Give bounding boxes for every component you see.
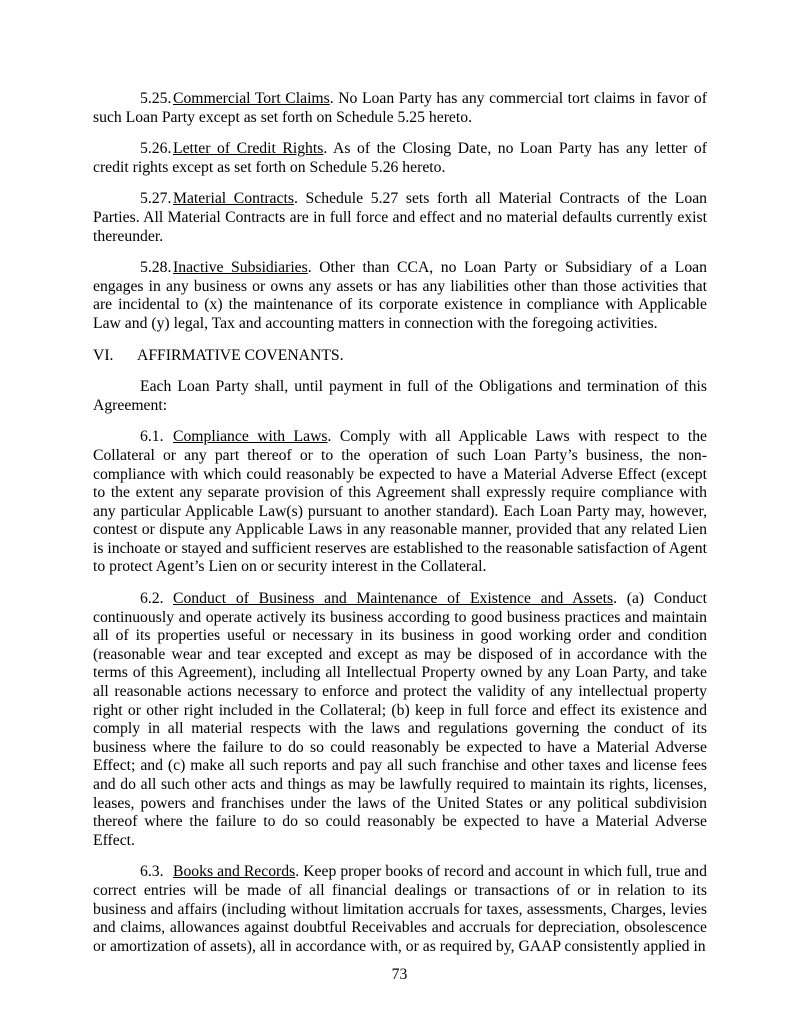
title-period: .	[295, 863, 300, 881]
section-body: As of the Closing Date, no Loan Party has any letter of credit rights except as set forth on Schedule 5.26 hereto.	[93, 140, 708, 176]
intro-paragraph: Each Loan Party shall, until payment in full of the Obligations and termination of this Agreement:	[93, 378, 707, 414]
title-period: .	[613, 590, 618, 608]
section-paragraph-6-2	[93, 590, 707, 850]
section-paragraph-6-3	[93, 863, 707, 956]
section-number: 6.2.	[140, 590, 164, 608]
section-body: Other than CCA, no Loan Party or Subsidiary of a Loan engages in any business or owns any assets or has any liabilities other than those activities that are incidental to (x) the maintenance of its corporate existence in compliance with Applicable Law and (y) legal, Tax and accounting matters in connection with the foregoing activities.	[93, 259, 707, 332]
section-number: 6.3.	[140, 863, 164, 881]
section-body: Comply with all Applicable Laws with respect to the Collateral or any part thereof or to the operation of such Loan Party’s business, the non-compliance with which could reasonably be expected to have a Material Adverse Effect (except to the extent any separate provision of this Agreement shall expressly require compliance with any particular Applicable Law(s) pursuant to another standard). Each Loan Party may, however, contest or dispute any Applicable Laws in any reasonable manner, provided that any related Lien is inchoate or stayed and sufficient reserves are established to the reasonable satisfaction of Agent to protect Agent’s Lien on or security interest in the Collateral.	[93, 428, 708, 576]
section-title: Letter of Credit Rights	[173, 140, 324, 158]
section-title: Conduct of Business and Maintenance of Existence and Assets	[173, 590, 614, 608]
document-content	[93, 90, 707, 969]
title-period: .	[307, 259, 312, 277]
page-number: 73	[391, 966, 408, 983]
section-body: Keep proper books of record and account in which full, true and correct entries will be made of all financial dealings or transactions of or in relation to its business and affairs (including without limitation accruals for taxes, assessments, Charges, levies and claims, allowances against doubtful Receivables and accruals for depreciation, obsolescence or amortization of assets), all in accordance with, or as required by, GAAP consistently applied in	[93, 863, 707, 955]
section-paragraph-5-25	[93, 90, 707, 127]
section-paragraph-6-1	[93, 428, 707, 577]
section-body: (a) Conduct continuously and operate actively its business according to good business practices and maintain all of its properties useful or necessary in its business in good working order and condition (reasonable wear and tear excepted and except as may be disposed of in accordance with the terms of this Agreement), including all Intellectual Property owned by any Loan Party, and take all reasonable actions necessary to enforce and protect the validity of any intellectual property right or other right included in the Collateral; (b) keep in full force and effect its existence and comply in all material respects with the laws and regulations governing the conduct of its business where the failure to do so could reasonably be expected to have a Material Adverse Effect; and (c) make all such reports and pay all such franchise and other taxes and license fees and do all such other acts and things as may be lawfully required to maintain its rights, licenses, leases, powers and franchises under the laws of the United States or any political subdivision thereof where the failure to do so could reasonably be expected to have a Material Adverse Effect.	[93, 590, 707, 849]
title-period: .	[323, 140, 328, 158]
section-number: 6.1.	[140, 428, 164, 446]
title-period: .	[327, 428, 332, 446]
section-title: Books and Records	[173, 863, 296, 881]
section-number: 5.28.	[140, 259, 172, 277]
section-paragraph-5-26	[93, 140, 707, 177]
section-paragraph-5-28	[93, 259, 707, 333]
article-title: AFFIRMATIVE COVENANTS.	[137, 346, 344, 364]
section-body: No Loan Party has any commercial tort claims in favor of such Loan Party except as set forth on Schedule 5.25 hereto.	[93, 90, 707, 126]
section-title: Commercial Tort Claims	[173, 90, 330, 107]
section-number: 5.27.	[140, 190, 172, 208]
section-number: 5.26.	[140, 140, 172, 158]
section-paragraph-5-27	[93, 190, 707, 246]
article-heading	[93, 347, 707, 366]
title-period: .	[293, 190, 298, 208]
section-title: Inactive Subsidiaries	[173, 259, 308, 277]
title-period: .	[329, 90, 334, 107]
section-title: Material Contracts	[173, 190, 294, 208]
section-body: Schedule 5.27 sets forth all Material Contracts of the Loan Parties. All Material Contracts are in full force and effect and no material defaults currently exist thereunder.	[93, 190, 708, 245]
section-number: 5.25.	[140, 90, 172, 107]
section-title: Compliance with Laws	[173, 428, 328, 446]
article-number: VI.	[93, 346, 114, 364]
